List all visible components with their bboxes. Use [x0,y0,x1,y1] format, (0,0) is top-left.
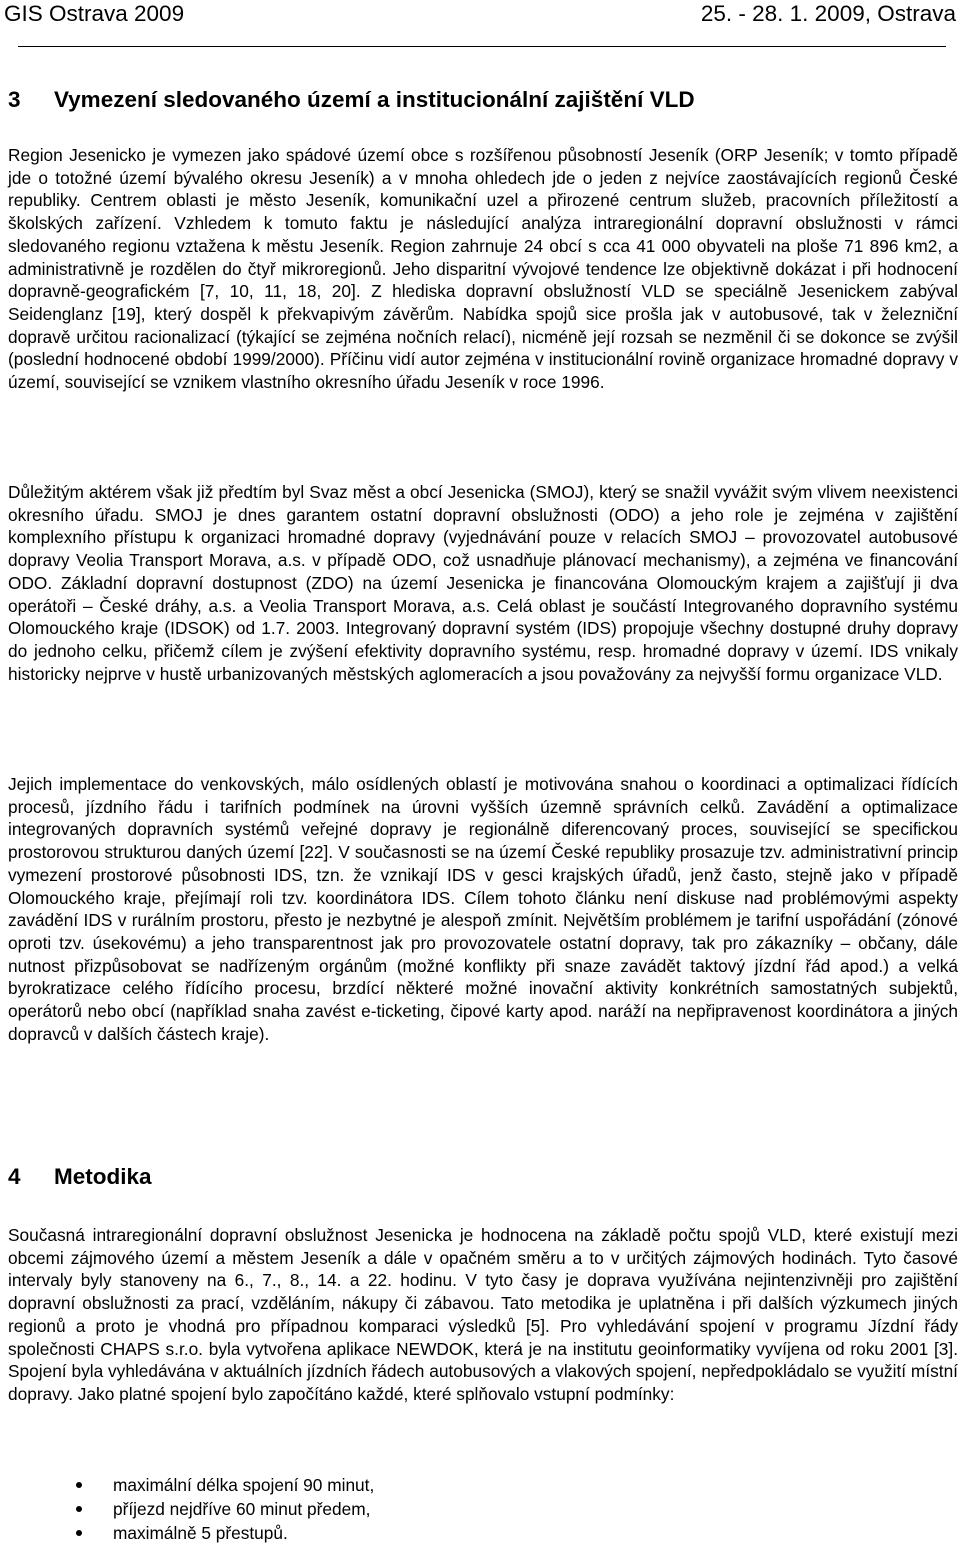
bullet-icon [76,1530,82,1536]
list-item-text: maximální délka spojení 90 minut, [113,1475,375,1495]
list-item [8,1497,374,1521]
paragraph: Současná intraregionální dopravní obslužnost Jesenicka je hodnocena na základě počtu spojů VLD, které existují mezi obcemi zájmového území a městem Jeseník a dále v opačném směru a to v určitých zájmových hodinách. Tyto časové intervaly byly stanoveny na 6., 7., 8., 14. a 22. hodinu. V tyto časy je doprava využívána nejintenzivněji pro zajištění dopravní obslužnosti za prací, vzděláním, nákupy či zábavou. Tato metodika je uplatněna i při dalších výzkumech jiných regionů a proto je vhodná pro případnou komparaci výsledků [5]. Pro vyhledávání spojení v programu Jízdní řády společnosti CHAPS s.r.o. byla vytvořena aplikace NEWDOK, která je na institutu geoinformatiky vyvíjena od roku 2001 [3]. Spojení byla vyhledávána v aktuálních jízdních řádech autobusových a vlakových spojení, nepředpokládalo se využití místní dopravy. Jako platné spojení bylo započítáno každé, které splňovalo vstupní podmínky: [8,1225,958,1404]
document-page [4,0,958,1543]
list-item [8,1521,374,1545]
list-item-text: maximálně 5 přestupů. [113,1523,288,1543]
header-date-place: 25. - 28. 1. 2009, Ostrava [700,1,956,26]
section-4-number: 4 [8,1164,21,1189]
section-3-title: Vymezení sledovaného území a institucionální zajištění VLD [54,87,695,112]
paragraph: Region Jesenicko je vymezen jako spádové území obce s rozšířenou působností Jeseník (ORP Jeseník; v tomto případě jde o totožné území bývalého okresu Jeseník) a v mnoha ohledech jde o jeden z nejvíce zaostávajících regionů České republiky. Centrem oblasti je město Jeseník, komunikační uzel a přirozené centrum služeb, pracovních příležitostí a školských zařízení. Vzhledem k tomuto faktu je následující analýza intraregionální dopravní obslužnosti v rámci sledovaného regionu vztažena k městu Jeseník. Region zahrnuje 24 obcí s cca 41 000 obyvateli na ploše 71 896 km2, a administrativně je rozdělen do čtyř mikroregionů. Jeho disparitní vývojové tendence lze objektivně dokázat i při hodnocení dopravně-geografickém [7, 10, 11, 18, 20]. Z hlediska dopravní obslužností VLD se speciálně Jesenickem zabýval Seidenglanz [19], který dospěl k překvapivým závěrům. Nabídka spojů sice prošla jak v autobusové, tak v železniční dopravě určitou racionalizací (týkající se zejména nočních relací), nicméně její rozsah se nezměnil či se dokonce se zvýšil (poslední hodnocené období 1999/2000). Příčinu vidí autor zejména v institucionální rovině organizace hromadné dopravy v území, související se vznikem vlastního okresního úřadu Jeseník v roce 1996. [8,145,958,393]
section-4-title: Metodika [54,1164,152,1189]
running-header [4,0,956,34]
paragraph: Důležitým aktérem však již předtím byl Svaz měst a obcí Jesenicka (SMOJ), který se snažil vyvážit svým vlivem neexistenci okresního úřadu. SMOJ je dnes garantem ostatní dopravní obslužnosti (ODO) a jeho role je zejména v zajištění komplexního přístupu k organizaci hromadné dopravy (vyjednávání pouze v relacích SMOJ – provozovatel autobusové dopravy Veolia Transport Morava, a.s. v případě ODO, což usnadňuje plánovací mechanismy), a zejména ve financování ODO. Základní dopravní dostupnost (ZDO) na území Jesenicka je financována Olomouckým krajem a zajišťují ji dva operátoři – České dráhy, a.s. a Veolia Transport Morava, a.s. Celá oblast je součástí Integrovaného dopravního systému Olomouckého kraje (IDSOK) od 1.7. 2003. Integrovaný dopravní systém (IDS) propojuje všechny dostupné druhy dopravy do jednoho celku, přičemž cílem je zvýšení efektivity dopravního systému, resp. hromadné dopravy v území. IDS vnikaly historicky nejprve v hustě urbanizovaných městských aglomeracích a jsou považovány za nejvyšší formu organizace VLD. [8,482,958,684]
conditions-list [8,1473,374,1545]
paragraph: Jejich implementace do venkovských, málo osídlených oblastí je motivována snahou o koordinaci a optimalizaci řídících procesů, jízdního řádu i tarifních podmínek na úrovni vyšších územně správních celků. Zavádění a optimalizace integrovaných dopravních systémů veřejné dopravy je regionálně diferencovaný proces, související se specifickou prostorovou strukturou daných území [22]. V současnosti se na území České republiky prosazuje tzv. administrativní princip vymezení prostorové působnosti IDS, tzn. že vznikají IDS v gesci krajských úřadů, jenž často, stejně jako v případě Olomouckého kraje, přejímají roli tzv. koordinátora IDS. Cílem tohoto článku není diskuse nad problémovými aspekty zavádění IDS v rurálním prostoru, přesto je nezbytné je alespoň zmínit. Největším problémem je tarifní uspořádání (zónové oproti tzv. úsekovému) a jeho transparentnost jak pro provozovatele ostatní dopravy, tak pro zákazníky – občany, dále nutnost přizpůsobovat se nadřízeným orgánům (možné konflikty při snaze zavádět taktový jízdní řád apod.) a velká byrokratizace celého řídícího procesu, brzdící některé možné inovační aktivity konkrétních samostatných subjektů, operátorů nebo obcí (například snaha zavést e-ticketing, čipové karty apod. naráží na nepřipravenost koordinátora a jiných dopravců v dalších částech kraje). [8,774,958,1044]
section-4-heading [8,1163,152,1191]
list-item-text: příjezd nejdříve 60 minut předem, [113,1499,371,1519]
bullet-icon [76,1482,82,1488]
section-3-number: 3 [8,87,21,112]
list-item [8,1473,374,1497]
header-rule [18,46,946,47]
bullet-icon [76,1506,82,1512]
section-3-heading [8,86,695,114]
header-conference: GIS Ostrava 2009 [4,1,185,26]
